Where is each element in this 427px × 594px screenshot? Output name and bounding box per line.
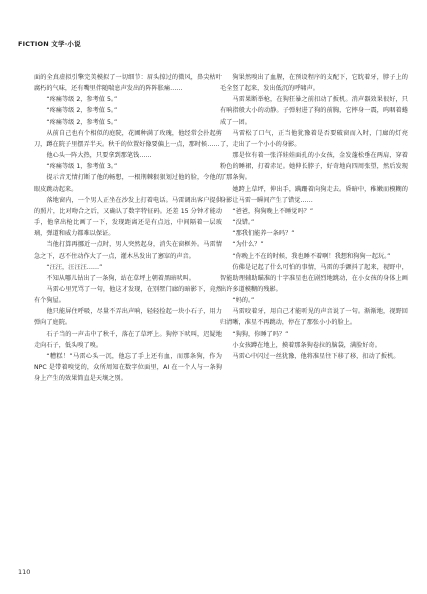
paragraph: “没错。” <box>232 219 255 227</box>
paragraph: 不知从哪儿钻出了一条狗，站在草坪上朝着黑暗吠叫。 <box>46 274 195 282</box>
paragraph: 狗果然嗅出了血腥，在预设程序的支配下，它眈着牙，脖子上的毛全竖了起来，发出低沉的呼啸声。 <box>220 74 408 93</box>
paragraph: “那我们能养一条吗？” <box>232 230 295 238</box>
paragraph: “狗狗，你睡了吗？” <box>232 330 289 338</box>
paragraph: “为什么？” <box>232 241 264 249</box>
paragraph: “你晚上不在的时候，我也睡不着啊！我想和狗狗一起玩。” <box>232 252 391 260</box>
paragraph: 那是位有着一张洋娃娃面孔的小女孩，金发蓬松垂在两肩，穿着粉色的睡裙，打着赤足。她伸长脖子，好奇地向四周张望，然后发现了那条狗。 <box>220 152 408 182</box>
left-column <box>34 72 222 384</box>
paragraph: “妈的。” <box>232 297 255 305</box>
paragraph: “疼痛等级 2，参考值 5。” <box>46 118 118 126</box>
paragraph: 小女孩蹲在地上，摸着那条狗卷拉的脑袋，满脸好奇。 <box>232 341 381 349</box>
page-number: 110 <box>18 568 31 576</box>
paragraph: 她跨上草坪，伸出手，蹒跚着向狗走去。昏暗中，稚嫩而模糊的身影让马雷一瞬间产生了错觉…… <box>220 185 408 204</box>
paragraph: 仿佛是记起了什么可怕的事情，马雷的手颤抖了起来，视野中，智能助理辅助瞄准的十字准星也在剧烈地跳动，在小女孩的身体上画出许多道模糊的残影。 <box>220 263 408 293</box>
paragraph: 马雷心中闪过一丝犹豫，他将准星往下移了移，扣动了扳机。 <box>232 352 400 360</box>
paragraph: 马雷心里咒骂了一句，他这才发现，在别墅门廊的暗影下，竟然有个狗屋。 <box>34 285 222 305</box>
paragraph: 面的全真虚拟引擎完美模拟了一切细节：眉头掠过的微风，鼻尖枯叶腐朽的气味，还有嘴里伴随喘息声发出的阵阵胀痛…… <box>34 74 222 93</box>
paragraph: 石子当的一声击中了秋千，落在了草坪上。狗停下吠叫，迟疑地走向石子，低头嗅了嗅。 <box>34 330 222 349</box>
paragraph: “汪汪，汪汪汪……” <box>46 263 103 271</box>
right-column <box>220 72 408 362</box>
paragraph: 从前自己也有个相似的庭院，花圃种满了玫瑰，他经常会扑起剪刀，蹲在院子里摆弄半天。秋千的位置好像要偏上一点，那时候…… <box>34 129 222 148</box>
paragraph: 提示音无情打断了他的畅想，一根荆棘狠狠划过他的脸，令他的眼皮跳动起来。 <box>34 174 222 193</box>
paragraph: “疼痛等级 2，参考值 5。” <box>46 96 118 104</box>
paragraph: “疼痛等级 2，参考值 5。” <box>46 107 118 115</box>
paragraph: 落地窗内，一个男人正坐在沙发上打着电话。马雷调出客户提供的照片，比对吻合之后，又确认了数字特征码。还差 15 分钟才能动手，他拿出枪比画了一下，发现距离还是有点远，中间隔着一层玻璃，弹道和威力都难以保证。 <box>34 196 222 238</box>
section-header: FICTION 文学·小说 <box>18 40 81 48</box>
paragraph: “爸爸，狗狗晚上不睡觉吗？” <box>232 207 314 215</box>
paragraph: 马雷松了口气，正当他犹豫着是否要破窗而入时，门廊的灯亮了，走出了一个小小的身影。 <box>220 129 408 148</box>
paragraph: 马雷果断举枪，在狗狂暴之前扣动了扳机。消声器效果很好，只有响指般大小的动静。子弹射进了狗的前胸，它摔身一震，呜咽着蜷成了一团。 <box>220 96 408 126</box>
paragraph: 他心头一阵大热，只要拿到那笔钱…… <box>46 152 152 160</box>
paragraph: 马雷咬着牙，用自己才能听见的声音说了一句。渐渐地，视野回归清晰，准星不再跳动，停在了那张小小的脸上。 <box>220 308 408 327</box>
paragraph: “疼痛等级 1，参考值 3。” <box>46 163 118 171</box>
paragraph: “糟糕！”马雷心头一沉，他忘了手上还有血，而那条狗，作为 NPC 是带着嗅觉的，众所周知在数字位面里，AI 在一个人与一条狗身上产生的效果简直是天壤之别。 <box>34 352 222 383</box>
paragraph: 当他打算再挪近一点时，男人突然起身，消失在窗框外。马雷情急之下，忍不住动作大了一点，灌木丛发出了窸窣的声音。 <box>34 241 222 260</box>
paragraph: 他只能屏住呼吸，尽量不弄出声响，轻轻捡起一块小石子，用力弹向了庭院。 <box>34 308 222 327</box>
